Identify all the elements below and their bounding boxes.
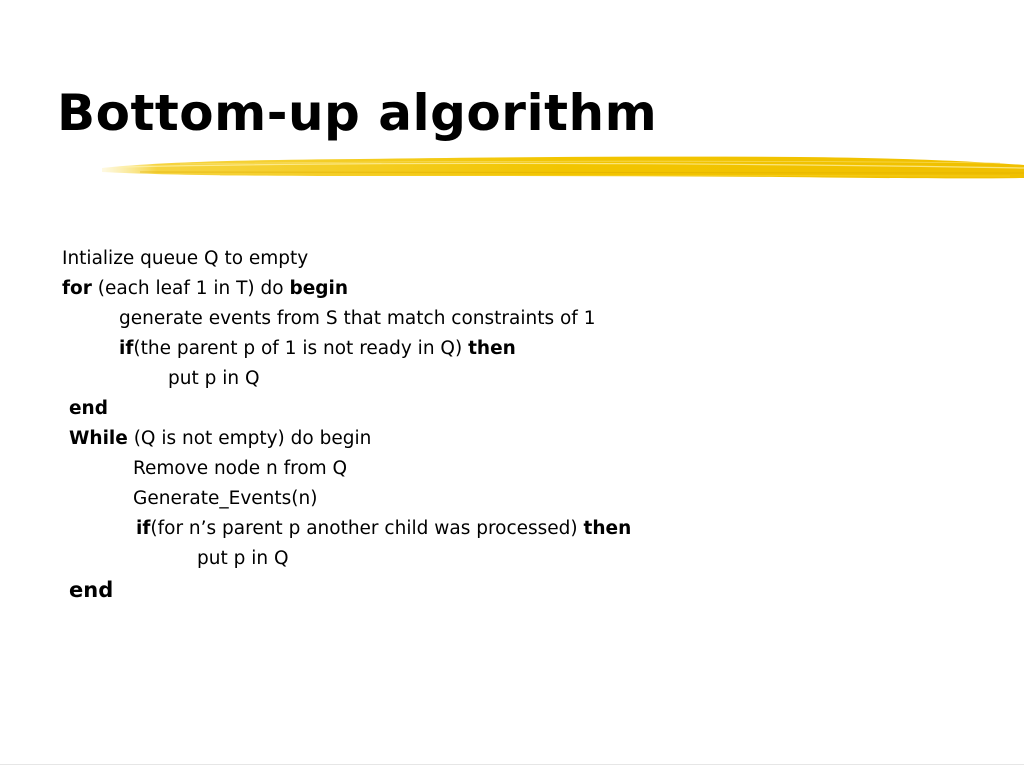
code-text: Intialize queue Q to empty	[62, 248, 309, 269]
code-line	[136, 517, 631, 541]
code-line	[69, 427, 371, 451]
code-text: (the parent p of 1 is not ready in Q)	[133, 338, 469, 359]
slide-bottom-divider	[0, 764, 1024, 765]
code-line	[69, 578, 113, 602]
code-text: (each leaf 1 in T) do	[91, 278, 290, 299]
code-keyword: end	[69, 398, 108, 419]
code-keyword: if	[136, 518, 151, 539]
code-line	[133, 457, 347, 481]
slide-title: Bottom-up algorithm	[57, 84, 658, 142]
code-keyword: for	[62, 278, 92, 299]
code-text: (Q is not empty) do begin	[127, 428, 372, 449]
code-line	[62, 277, 348, 301]
code-keyword: begin	[289, 278, 349, 299]
code-line	[119, 337, 516, 361]
code-keyword: end	[69, 578, 114, 602]
code-line	[168, 367, 260, 391]
code-text: (for n’s parent p another child was processed)	[150, 518, 584, 539]
code-keyword: then	[468, 338, 516, 359]
code-line	[133, 487, 317, 511]
code-keyword: then	[583, 518, 632, 539]
code-text: Generate_Events(n)	[133, 488, 318, 509]
code-keyword: While	[69, 428, 128, 449]
code-line	[69, 397, 108, 421]
code-text: put p in Q	[168, 368, 260, 389]
code-line	[62, 247, 308, 271]
code-line	[119, 307, 595, 331]
code-text: Remove node n from Q	[133, 458, 348, 479]
code-text: generate events from S that match constraints of 1	[119, 308, 596, 329]
code-line	[197, 547, 289, 571]
code-keyword: if	[119, 338, 134, 359]
code-text: put p in Q	[197, 548, 289, 569]
